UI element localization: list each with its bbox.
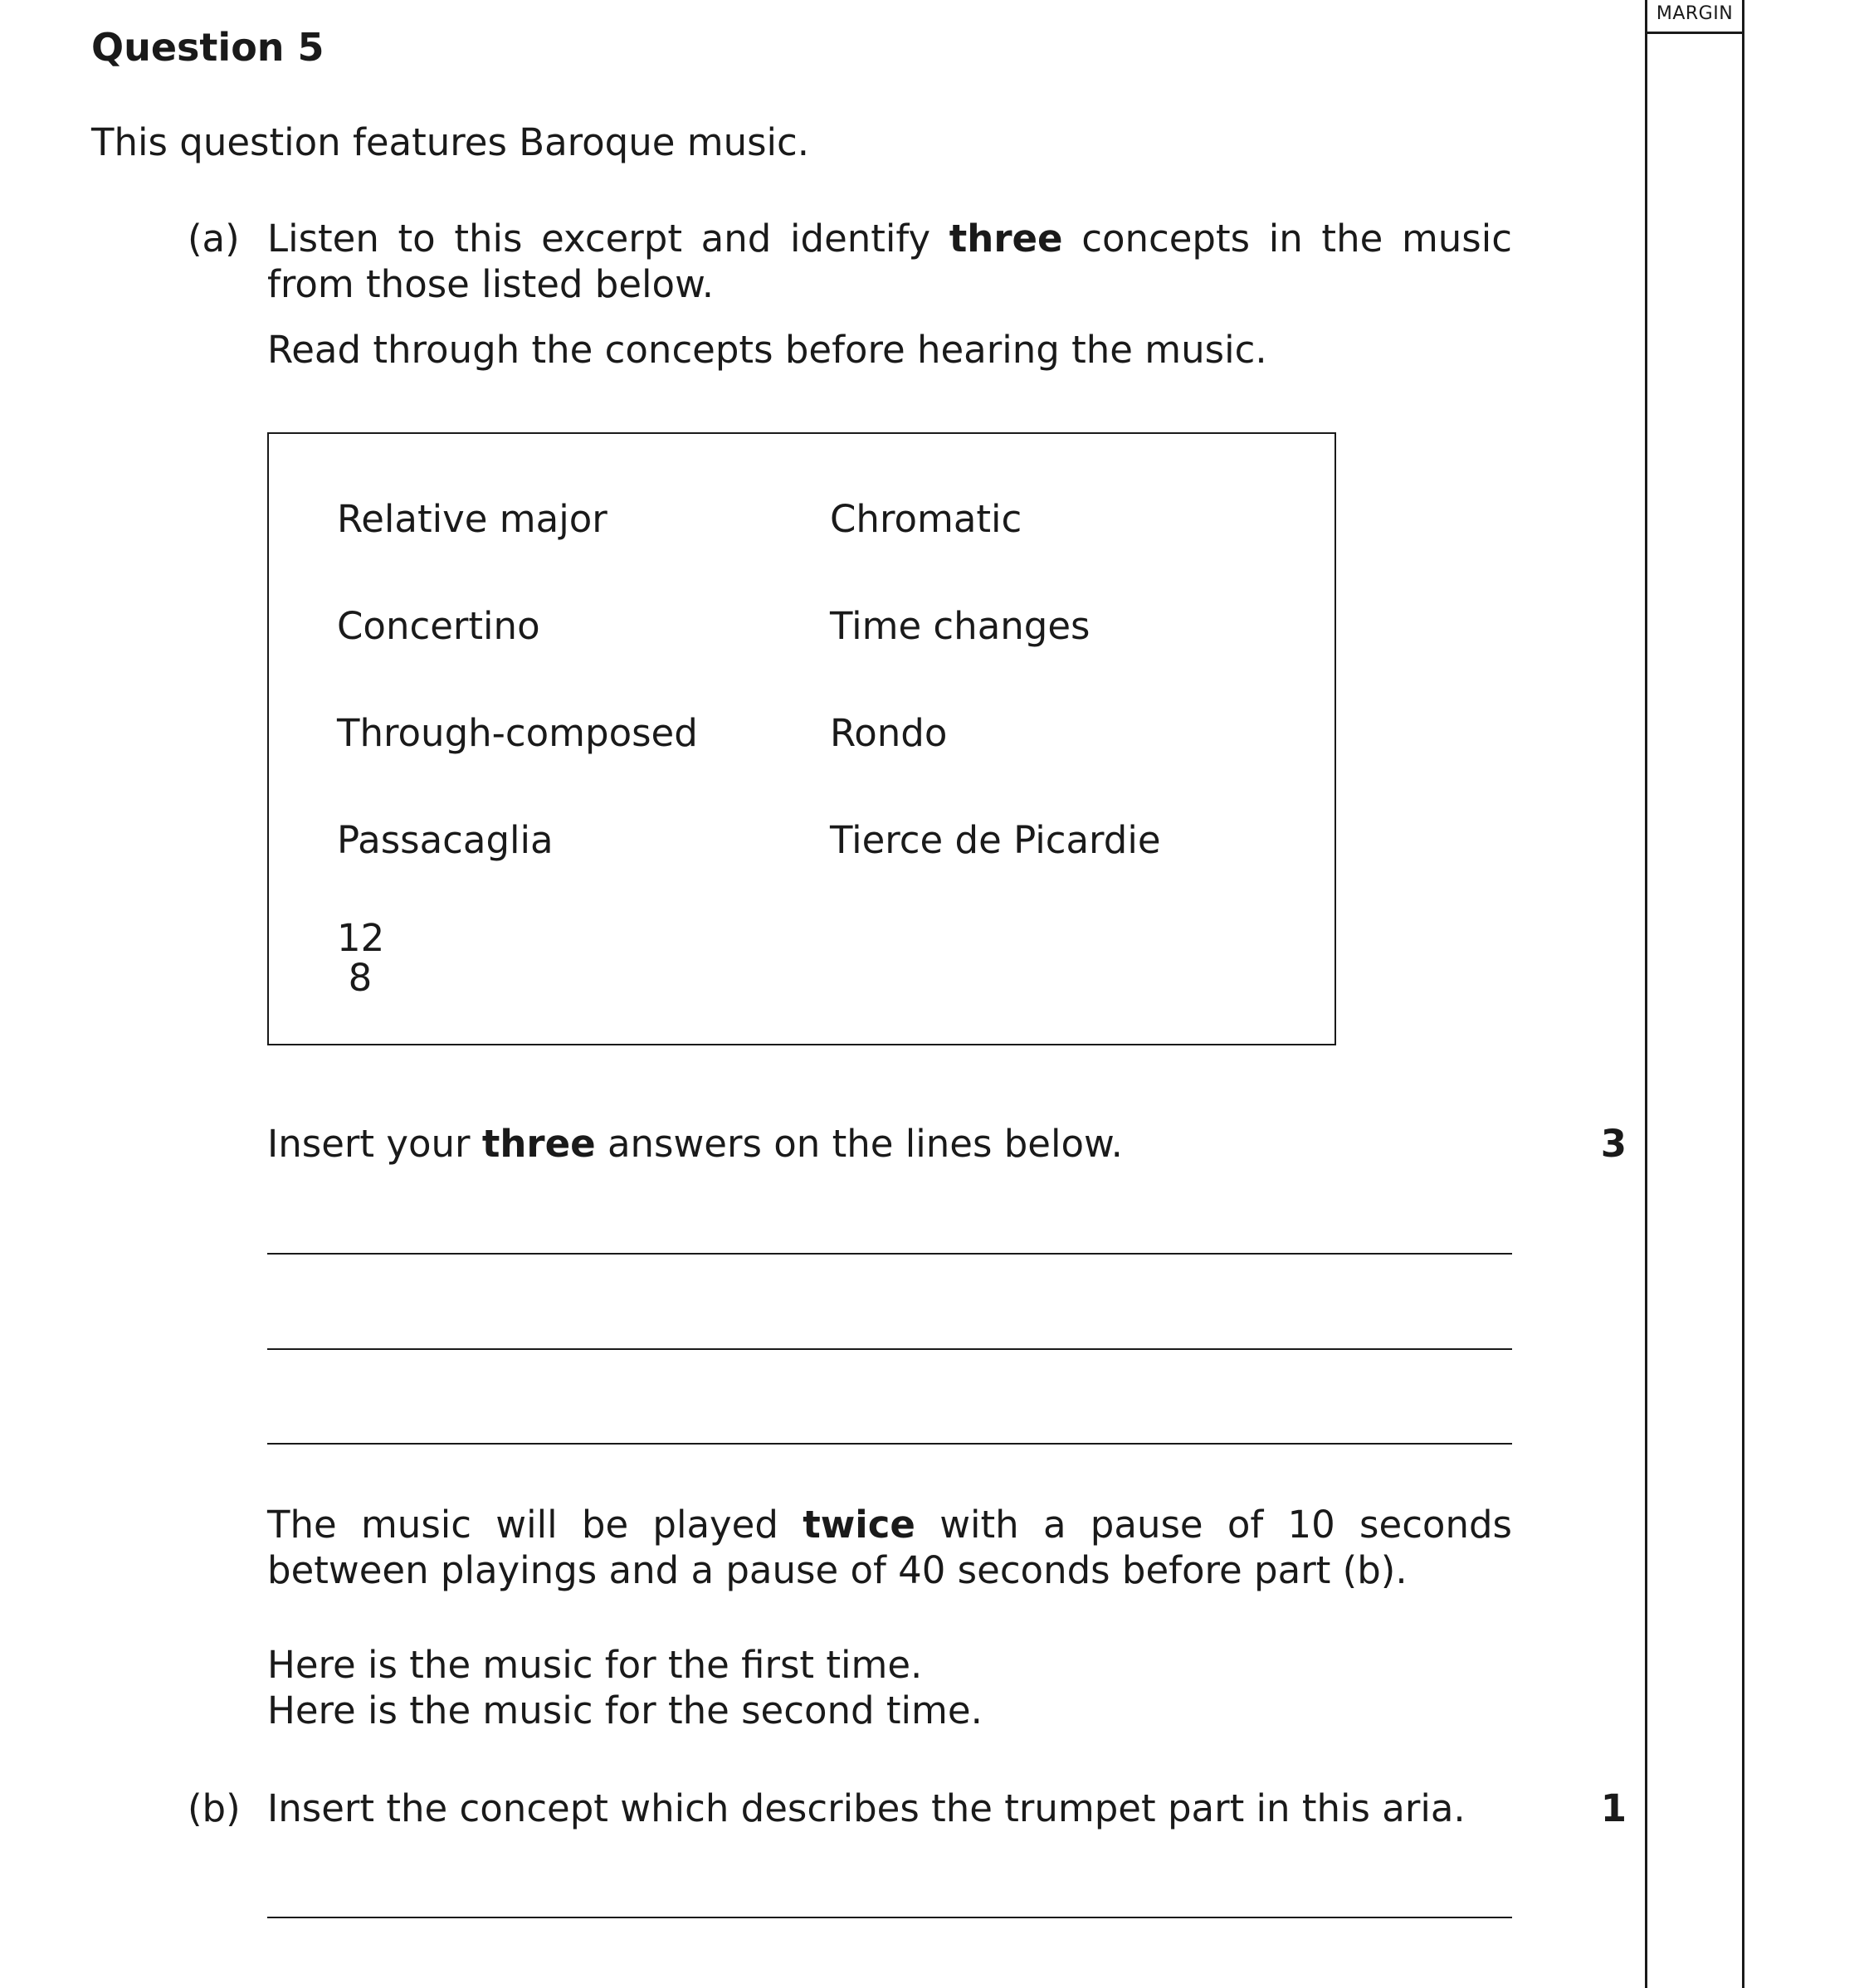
part-b-instruction: Insert the concept which describes the trumpet part in this aria.	[267, 1786, 1466, 1830]
read-through-instruction: Read through the concepts before hearing the music.	[267, 328, 1267, 372]
part-b-label: (b)	[188, 1786, 241, 1830]
concept-item: Through-composed	[337, 711, 698, 755]
playback-note: The music will be played twice with a pause of 10 seconds between playings and a pause of 40 seconds before part (b).	[267, 1503, 1512, 1592]
insert-answers-instruction: Insert your three answers on the lines below.	[267, 1122, 1123, 1166]
margin-label: MARGIN	[1647, 0, 1742, 34]
question-intro: This question features Baroque music.	[91, 120, 810, 164]
time-signature-bottom: 8	[348, 956, 373, 1000]
time-signature-top: 12	[337, 916, 385, 960]
part-a-label: (a)	[188, 217, 240, 261]
concept-item: Rondo	[830, 711, 948, 755]
concept-item: Relative major	[337, 497, 607, 541]
concept-item: Concertino	[337, 604, 540, 648]
answer-line[interactable]	[267, 1917, 1512, 1918]
answer-line[interactable]	[267, 1443, 1512, 1445]
margin-column	[1645, 0, 1744, 1988]
concept-item: Tierce de Picardie	[830, 818, 1161, 862]
answer-line[interactable]	[267, 1253, 1512, 1255]
part-a-marks: 3	[1600, 1122, 1627, 1166]
part-b-marks: 1	[1600, 1786, 1627, 1830]
question-title: Question 5	[91, 25, 324, 70]
concept-item: Time changes	[830, 604, 1091, 648]
part-a-instruction: Listen to this excerpt and identify three concepts in the music from those listed below.	[267, 217, 1512, 306]
second-time-note: Here is the music for the second time.	[267, 1688, 983, 1732]
concept-item: Chromatic	[830, 497, 1022, 541]
concept-item: Passacaglia	[337, 818, 554, 862]
answer-line[interactable]	[267, 1348, 1512, 1350]
concept-list-box	[267, 432, 1336, 1045]
time-signature	[337, 918, 383, 998]
first-time-note: Here is the music for the first time.	[267, 1643, 923, 1687]
